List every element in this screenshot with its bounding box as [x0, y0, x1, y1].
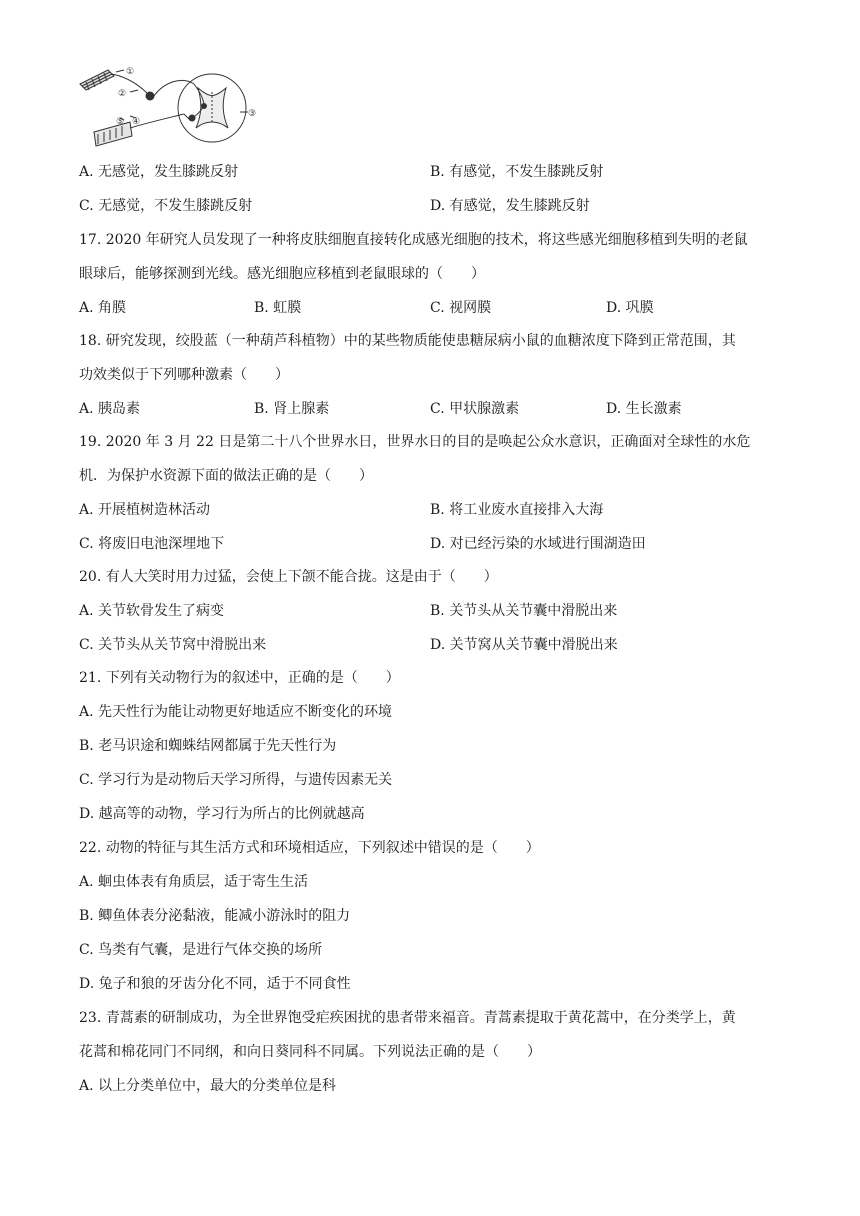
q20-option-d: D. 关节窝从关节囊中滑脱出来	[430, 637, 618, 653]
q21-option-d: D. 越高等的动物，学习行为所占的比例就越高	[79, 806, 365, 822]
q20-option-a: A. 关节软骨发生了病变	[79, 603, 225, 619]
q16-option-d: D. 有感觉，发生膝跳反射	[430, 198, 590, 214]
q17-stem-line2: 眼球后，能够探测到光线。感光细胞应移植到老鼠眼球的（ ）	[79, 266, 485, 282]
q18-option-d: D. 生长激素	[606, 401, 682, 417]
figure-label-2: ②	[118, 89, 127, 99]
q18-option-c: C. 甲状腺激素	[430, 401, 520, 417]
q17-option-c: C. 视网膜	[430, 300, 492, 316]
q18-stem-line2: 功效类似于下列哪种激素（ ）	[79, 367, 289, 383]
q23-stem-line2: 花蒿和棉花同门不同纲，和向日葵同科不同属。下列说法正确的是（ ）	[79, 1044, 541, 1060]
q18-option-b: B. 肾上腺素	[254, 401, 330, 417]
figure-label-3: ③	[248, 109, 257, 119]
q19-option-b: B. 将工业废水直接排入大海	[430, 502, 604, 518]
q16-option-a: A. 无感觉，发生膝跳反射	[79, 164, 239, 180]
q22-stem: 22. 动物的特征与其生活方式和环境相适应，下列叙述中错误的是（ ）	[79, 840, 540, 856]
q19-stem-line1: 19. 2020 年 3 月 22 日是第二十八个世界水日，世界水日的目的是唤起公众水意识，正确面对全球性的水危	[79, 434, 751, 450]
q23-option-a: A. 以上分类单位中，最大的分类单位是科	[79, 1078, 337, 1094]
q20-option-b: B. 关节头从关节囊中滑脱出来	[430, 603, 618, 619]
q21-option-a: A. 先天性行为能让动物更好地适应不断变化的环境	[79, 704, 393, 720]
q17-option-a: A. 角膜	[79, 300, 127, 316]
q18-option-a: A. 胰岛素	[79, 401, 141, 417]
q19-option-d: D. 对已经污染的水域进行围湖造田	[430, 536, 646, 552]
reflex-arc-diagram	[72, 62, 258, 154]
q21-stem: 21. 下列有关动物行为的叙述中，正确的是（ ）	[79, 670, 400, 686]
q23-stem-line1: 23. 青蒿素的研制成功，为全世界饱受疟疾困扰的患者带来福音。青蒿素提取于黄花蒿中，在分类学上，黄	[79, 1010, 736, 1026]
q18-stem-line1: 18. 研究发现，绞股蓝（一种葫芦科植物）中的某些物质能使患糖尿病小鼠的血糖浓度下降到正常范围，其	[79, 333, 736, 349]
q22-option-d: D. 兔子和狼的牙齿分化不同，适于不同食性	[79, 976, 351, 992]
q22-option-c: C. 鸟类有气囊，是进行气体交换的场所	[79, 942, 323, 958]
q22-option-b: B. 鲫鱼体表分泌黏液，能减小游泳时的阻力	[79, 908, 351, 924]
reflex-arc-figure	[72, 62, 258, 154]
q22-option-a: A. 蛔虫体表有角质层，适于寄生生活	[79, 874, 309, 890]
q19-stem-line2: 机．为保护水资源下面的做法正确的是（ ）	[79, 468, 373, 484]
q17-option-b: B. 虹膜	[254, 300, 302, 316]
q19-option-a: A. 开展植树造林活动	[79, 502, 211, 518]
q21-option-b: B. 老马识途和蜘蛛结网都属于先天性行为	[79, 738, 337, 754]
q17-stem-line1: 17. 2020 年研究人员发现了一种将皮肤细胞直接转化成感光细胞的技术，将这些感光细胞移植到失明的老鼠	[79, 232, 748, 248]
q20-option-c: C. 关节头从关节窝中滑脱出来	[79, 637, 267, 653]
q16-option-b: B. 有感觉，不发生膝跳反射	[430, 164, 604, 180]
q19-option-c: C. 将废旧电池深埋地下	[79, 536, 225, 552]
q16-option-c: C. 无感觉，不发生膝跳反射	[79, 198, 253, 214]
figure-label-5: ⑤	[116, 117, 125, 127]
q21-option-c: C. 学习行为是动物后天学习所得，与遗传因素无关	[79, 772, 393, 788]
figure-label-4: ④	[132, 117, 141, 127]
figure-label-1: ①	[126, 67, 135, 77]
q20-stem: 20. 有人大笑时用力过猛，会使上下颌不能合拢。这是由于（ ）	[79, 569, 498, 585]
q17-option-d: D. 巩膜	[606, 300, 654, 316]
